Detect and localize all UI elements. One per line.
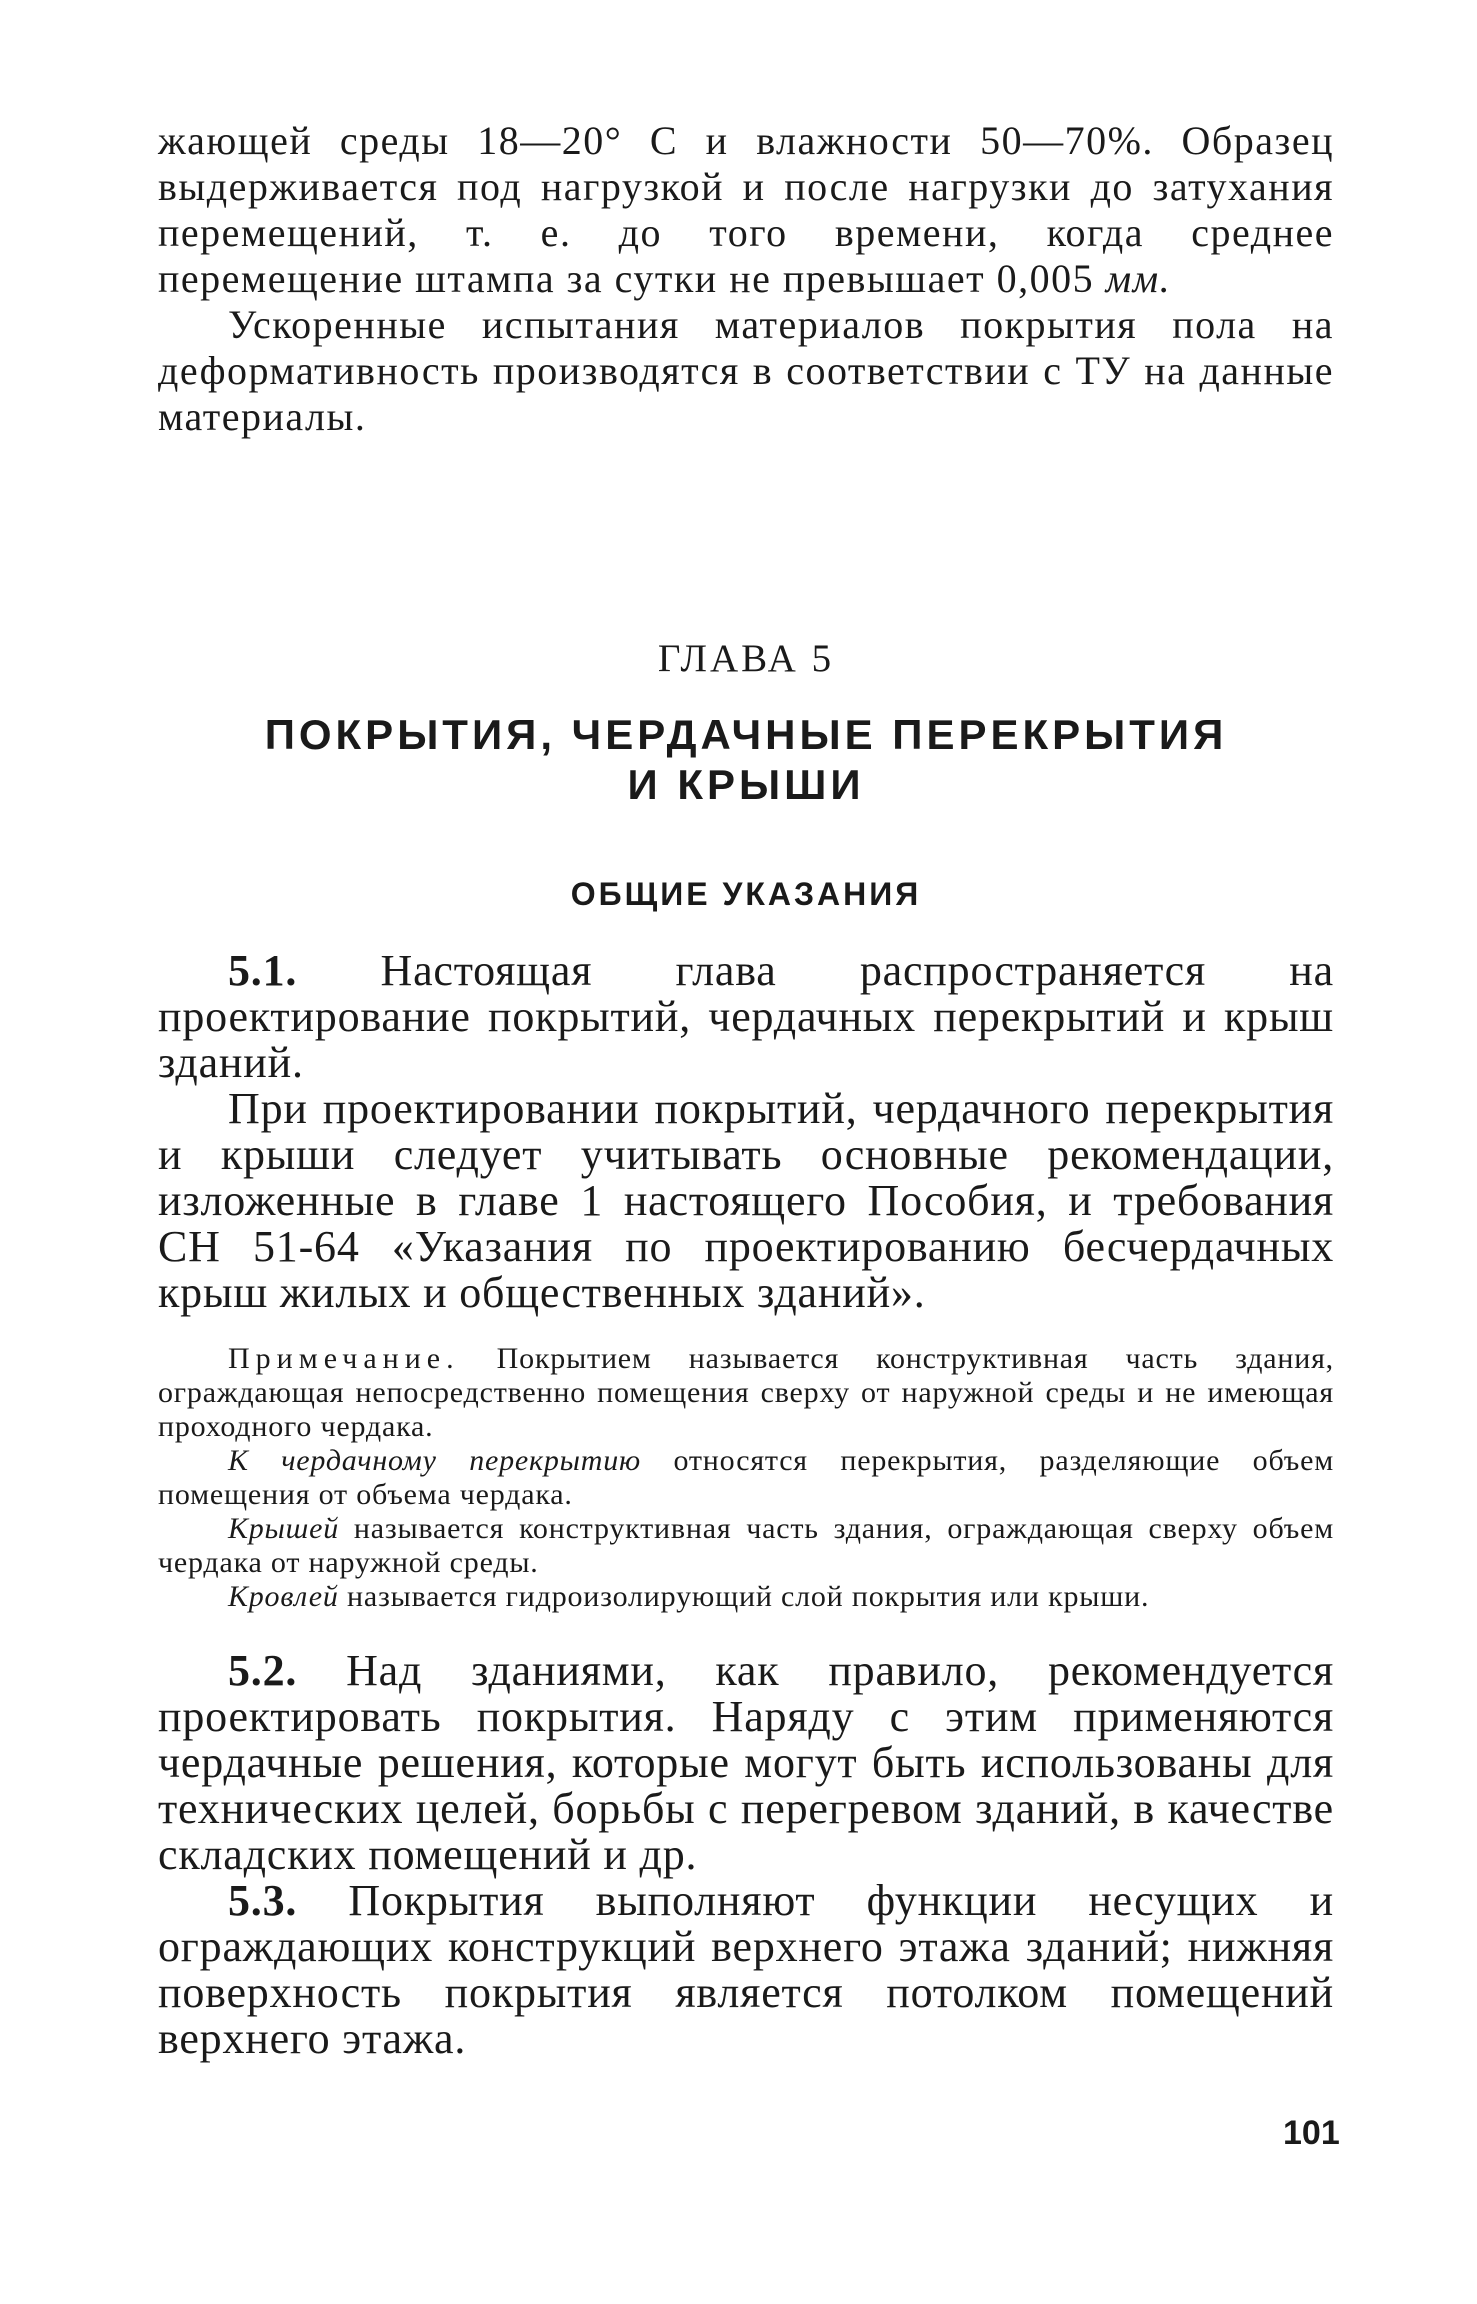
note-attic-floor-text: относятся перекрытия, разделяющие объем помещения от объема чердака. — [158, 1444, 1334, 1511]
note-label: Примечание. — [228, 1342, 460, 1375]
clause-5-2 — [158, 1648, 1334, 1878]
paragraph-accelerated-tests: Ускоренные испытания материалов покрытия пола на деформативность производятся в соответствии с ТУ на данные материалы. — [158, 302, 1334, 439]
clause-5-1-paragraph-2: При проектировании покрытий, чердачного перекрытия и крыши следует учитывать основные рекомендации, изложенные в главе 1 настоящего Пособия, и требования СН 51-64 «Указания по проектированию бесчердачных крыш жилых и общественных зданий». — [158, 1084, 1334, 1317]
clause-5-3-number: 5.3. — [228, 1876, 298, 1925]
clause-5-3 — [158, 1878, 1334, 2062]
paragraph-test-conditions-text: жающей среды 18—20° С и влажности 50—70%. Образец выдерживается под нагрузкой и после нагрузки до затухания перемещений, т. е. до того времени, когда среднее перемещение штампа за сутки не превышает 0,005 — [158, 118, 1334, 301]
chapter-title-line-1: ПОКРЫТИЯ, ЧЕРДАЧНЫЕ ПЕРЕКРЫТИЯ — [264, 711, 1228, 758]
clause-5-2-number: 5.2. — [228, 1646, 298, 1695]
note-roofing-term: Кровлей — [228, 1580, 339, 1613]
note-roofing-text: называется гидроизолирующий слой покрытия или крыши. — [347, 1580, 1150, 1613]
note-roof — [158, 1512, 1334, 1580]
note-roofing — [158, 1580, 1334, 1614]
note-roof-text: называется конструктивная часть здания, ограждающая сверху объем чердака от наружной среды. — [158, 1512, 1334, 1579]
note-attic-floor — [158, 1444, 1334, 1512]
chapter-title — [158, 710, 1334, 810]
paragraph-test-conditions — [158, 118, 1334, 302]
unit-mm: мм. — [1105, 256, 1172, 301]
section-title: ОБЩИЕ УКАЗАНИЯ — [570, 876, 922, 912]
note-coverage — [158, 1342, 1334, 1444]
note-block — [158, 1342, 1334, 1614]
clause-5-1-text: Настоящая глава распространяется на проектирование покрытий, чердачных перекрытий и крыш зданий. — [158, 946, 1334, 1087]
chapter-label: ГЛАВА 5 — [657, 637, 835, 680]
page-content — [158, 118, 1334, 2062]
note-coverage-text: Покрытием называется конструктивная часть здания, ограждающая непосредственно помещения сверху от наружной среды и не имеющая проходного чердака. — [158, 1342, 1334, 1443]
chapter-title-line-2: И КРЫШИ — [627, 761, 865, 808]
clause-5-2-text: Над зданиями, как правило, рекомендуется проектировать покрытия. Наряду с этим применяются чердачные решения, которые могут быть использованы для технических целей, борьбы с перегревом зданий, в качестве складских помещений и др. — [158, 1646, 1334, 1879]
note-roof-term: Крышей — [228, 1512, 340, 1545]
clause-5-1-number: 5.1. — [228, 946, 298, 995]
note-attic-floor-term: К чердачному перекрытию — [228, 1444, 641, 1477]
clause-5-1 — [158, 948, 1334, 1086]
clause-5-3-text: Покрытия выполняют функции несущих и ограждающих конструкций верхнего этажа зданий; нижняя поверхность покрытия является потолком помещений верхнего этажа. — [158, 1876, 1334, 2063]
page-number: 101 — [1283, 2114, 1340, 2152]
